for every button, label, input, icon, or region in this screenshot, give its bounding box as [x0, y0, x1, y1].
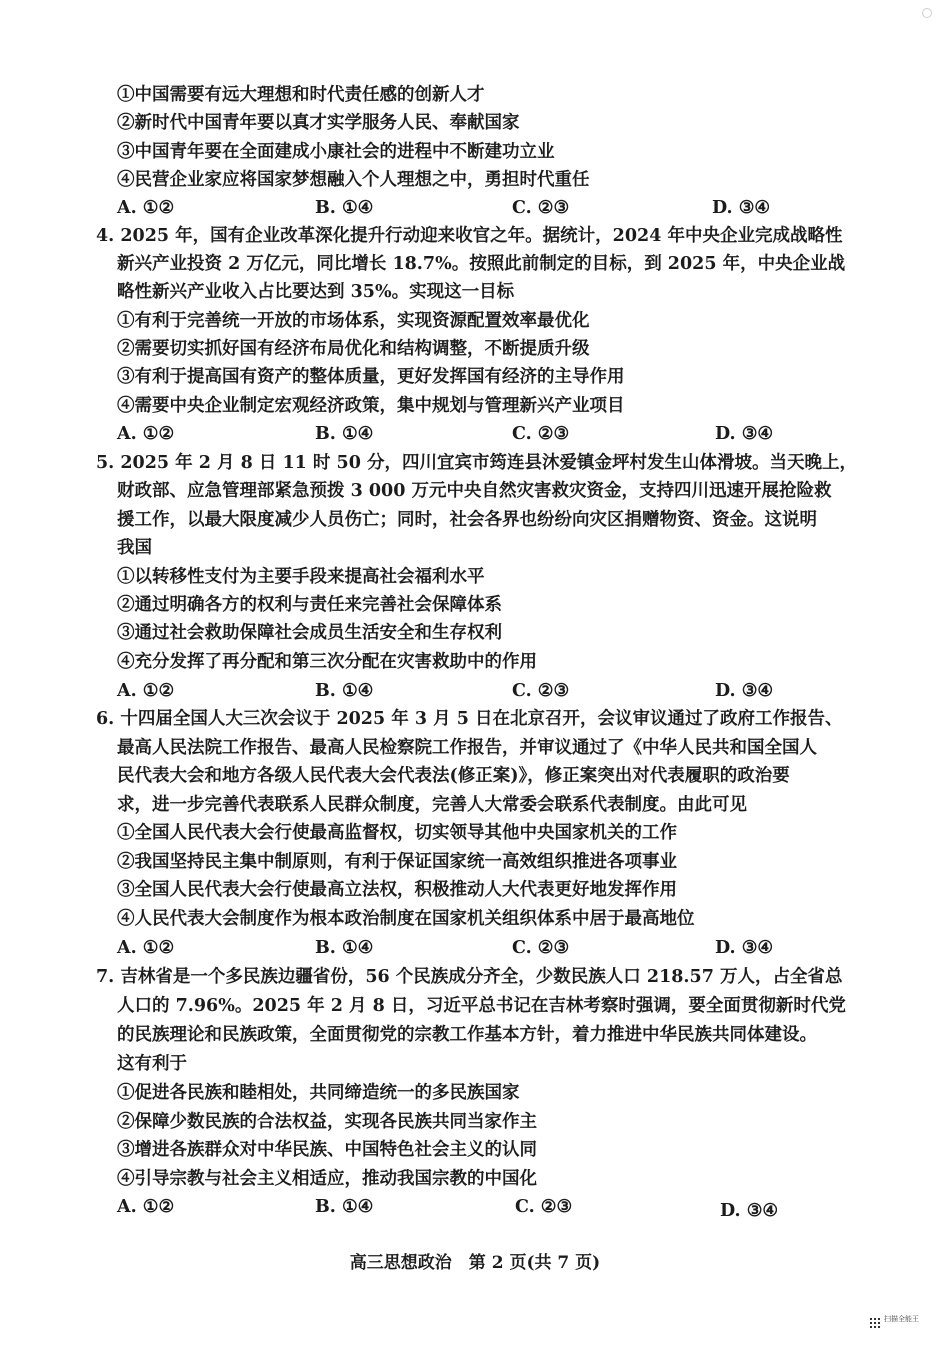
question-6-stem-line-3: 民代表大会和地方各级人民代表大会代表法(修正案)》，修正案突出对代表履职的政治要	[117, 766, 790, 786]
question-5-option-b: B. ①④	[315, 681, 374, 701]
question-7-item-2: ②保障少数民族的合法权益，实现各民族共同当家作主	[117, 1112, 537, 1132]
question-7-option-a: A. ①②	[117, 1197, 175, 1217]
question-3-option-c: C. ②③	[512, 198, 570, 218]
scanner-watermark	[868, 1316, 938, 1330]
question-7-stem-line-1: 7. 吉林省是一个多民族边疆省份，56 个民族成分齐全，少数民族人口 218.57 万人，占全省总	[96, 967, 843, 987]
question-3-option-a: A. ①②	[117, 198, 175, 218]
question-4-item-1: ①有利于完善统一开放的市场体系，实现资源配置效率最优化	[117, 311, 590, 331]
question-6-stem-line-2: 最高人民法院工作报告、最高人民检察院工作报告，并审议通过了《中华人民共和国全国人	[117, 738, 817, 758]
question-4-option-d: D. ③④	[715, 424, 774, 444]
watermark-label: 扫描全能王	[884, 1315, 919, 1323]
question-4-option-a: A. ①②	[117, 424, 175, 444]
question-7-stem-line-4: 这有利于	[117, 1054, 187, 1074]
question-6-option-a: A. ①②	[117, 938, 175, 958]
question-6-item-1: ①全国人民代表大会行使最高监督权，切实领导其他中央国家机关的工作	[117, 823, 677, 843]
question-3-item-4: ④民营企业家应将国家梦想融入个人理想之中，勇担时代重任	[117, 170, 590, 190]
question-5-option-d: D. ③④	[715, 681, 774, 701]
question-4-item-4: ④需要中央企业制定宏观经济政策，集中规划与管理新兴产业项目	[117, 396, 625, 416]
question-6-item-4: ④人民代表大会制度作为根本政治制度在国家机关组织体系中居于最高地位	[117, 909, 695, 929]
question-6-option-d: D. ③④	[715, 938, 774, 958]
question-5-option-a: A. ①②	[117, 681, 175, 701]
question-7-item-3: ③增进各族群众对中华民族、中国特色社会主义的认同	[117, 1140, 537, 1160]
question-5-option-c: C. ②③	[512, 681, 570, 701]
question-3-item-2: ②新时代中国青年要以真才实学服务人民、奉献国家	[117, 113, 520, 133]
question-4-stem-line-2: 新兴产业投资 2 万亿元，同比增长 18.7%。按照此前制定的目标，到 2025 年，中央企业战	[117, 254, 846, 274]
question-4-stem-line-1: 4. 2025 年，国有企业改革深化提升行动迎来收官之年。据统计，2024 年中央企业完成战略性	[96, 226, 843, 246]
question-4-option-b: B. ①④	[315, 424, 374, 444]
question-4-option-c: C. ②③	[512, 424, 570, 444]
question-5-item-4: ④充分发挥了再分配和第三次分配在灾害救助中的作用	[117, 652, 537, 672]
question-5-stem-line-4: 我国	[117, 538, 152, 558]
question-5-item-1: ①以转移性支付为主要手段来提高社会福利水平	[117, 567, 485, 587]
question-7-option-b: B. ①④	[315, 1197, 374, 1217]
question-7-item-4: ④引导宗教与社会主义相适应，推动我国宗教的中国化	[117, 1169, 537, 1189]
question-4-item-2: ②需要切实抓好国有经济布局优化和结构调整，不断提质升级	[117, 339, 590, 359]
question-6-item-2: ②我国坚持民主集中制原则，有利于保证国家统一高效组织推进各项事业	[117, 852, 677, 872]
question-7-option-d: D. ③④	[720, 1201, 779, 1221]
page-footer: 高三思想政治 第 2 页(共 7 页)	[349, 1253, 601, 1273]
question-5-stem-line-2: 财政部、应急管理部紧急预拨 3 000 万元中央自然灾害救灾资金，支持四川迅速开展抢险救	[117, 481, 832, 501]
question-4-stem-line-3: 略性新兴产业收入占比要达到 35%。实现这一目标	[117, 282, 515, 302]
qr-code-icon	[868, 1316, 880, 1328]
question-3-option-b: B. ①④	[315, 198, 374, 218]
question-7-stem-line-2: 人口的 7.96%。2025 年 2 月 8 日，习近平总书记在吉林考察时强调，要全面贯彻新时代党	[117, 996, 846, 1016]
question-7-item-1: ①促进各民族和睦相处，共同缔造统一的多民族国家	[117, 1083, 520, 1103]
question-6-item-3: ③全国人民代表大会行使最高立法权，积极推动人大代表更好地发挥作用	[117, 880, 677, 900]
scan-dot	[922, 8, 932, 18]
question-6-option-b: B. ①④	[315, 938, 374, 958]
question-7-option-c: C. ②③	[515, 1197, 573, 1217]
question-5-stem-line-3: 援工作，以最大限度减少人员伤亡；同时，社会各界也纷纷向灾区捐赠物资、资金。这说明	[117, 510, 817, 530]
question-6-stem-line-1: 6. 十四届全国人大三次会议于 2025 年 3 月 5 日在北京召开，会议审议通过了政府工作报告、	[96, 709, 843, 729]
question-5-item-3: ③通过社会救助保障社会成员生活安全和生存权利	[117, 623, 502, 643]
question-6-option-c: C. ②③	[512, 938, 570, 958]
question-5-item-2: ②通过明确各方的权利与责任来完善社会保障体系	[117, 595, 502, 615]
question-4-item-3: ③有利于提高国有资产的整体质量，更好发挥国有经济的主导作用	[117, 367, 625, 387]
question-7-stem-line-3: 的民族理论和民族政策，全面贯彻党的宗教工作基本方针，着力推进中华民族共同体建设。	[117, 1025, 817, 1045]
question-3-item-1: ①中国需要有远大理想和时代责任感的创新人才	[117, 85, 485, 105]
question-3-item-3: ③中国青年要在全面建成小康社会的进程中不断建功立业	[117, 142, 555, 162]
question-3-option-d: D. ③④	[712, 198, 771, 218]
question-5-stem-line-1: 5. 2025 年 2 月 8 日 11 时 50 分，四川宜宾市筠连县沐爱镇金坪村发生山体滑坡。当天晚上，	[96, 453, 857, 473]
question-6-stem-line-4: 求，进一步完善代表联系人民群众制度，完善人大常委会联系代表制度。由此可见	[117, 795, 747, 815]
